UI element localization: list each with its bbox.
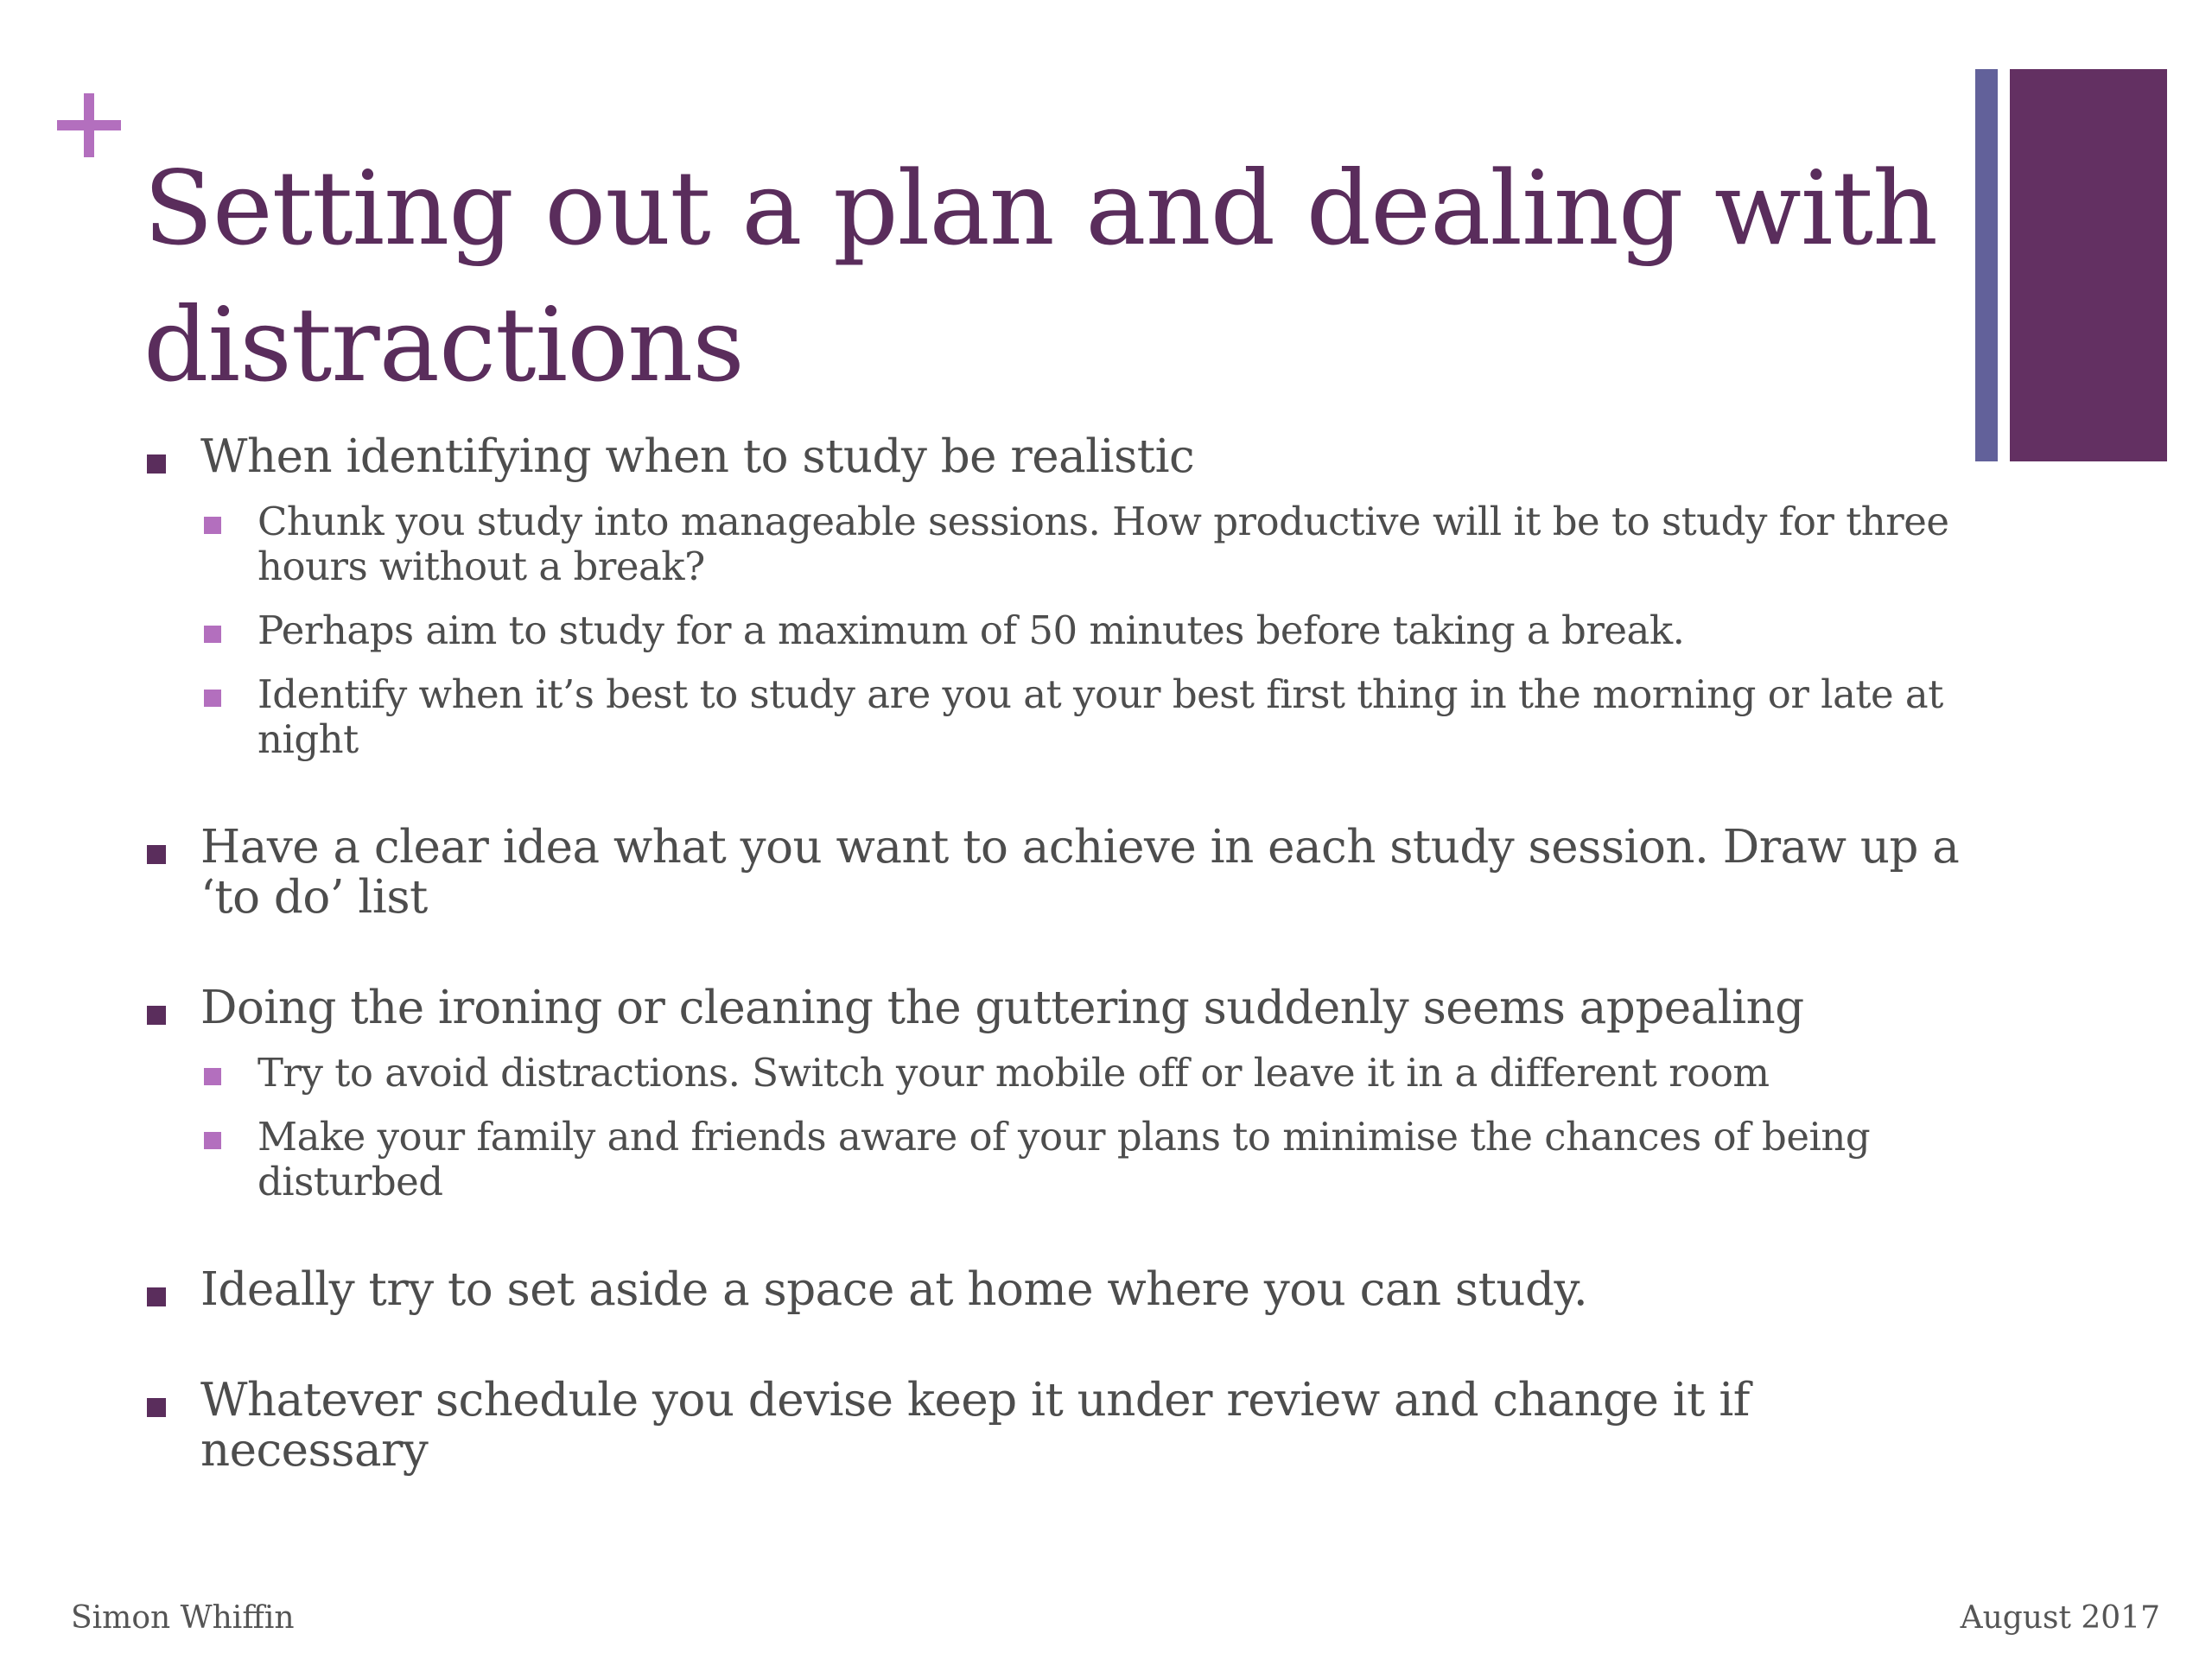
sub-bullet-item [143, 499, 1967, 589]
sub-bullet-item [143, 608, 1967, 653]
square-bullet-icon [147, 1398, 166, 1417]
footer-date: August 2017 [1960, 1600, 2160, 1636]
square-bullet-icon [147, 845, 166, 864]
bullet-text: Ideally try to set aside a space at home where you can study. [200, 1263, 1588, 1316]
bullet-text: When identifying when to study be realistic [200, 430, 1195, 483]
footer-author: Simon Whiffin [71, 1600, 295, 1636]
square-sub-bullet-icon [204, 690, 221, 707]
sub-bullet-item [143, 1051, 1967, 1096]
sub-bullet-item [143, 672, 1967, 762]
bullet-item [143, 983, 1967, 1033]
bullet-text: Have a clear idea what you want to achieve in each study session. Draw up a ‘to do’ list [200, 821, 1960, 924]
square-bullet-icon [147, 1006, 166, 1025]
plus-icon [57, 93, 121, 157]
bullet-item [143, 432, 1967, 482]
square-bullet-icon [147, 1287, 166, 1306]
bullet-list [143, 432, 1967, 1476]
square-bullet-icon [147, 454, 166, 474]
bullet-item [143, 1265, 1967, 1315]
sub-bullet-item [143, 1115, 1967, 1205]
sub-bullet-text: Perhaps aim to study for a maximum of 50 minutes before taking a break. [257, 607, 1685, 653]
square-sub-bullet-icon [204, 626, 221, 643]
square-sub-bullet-icon [204, 1068, 221, 1085]
bullet-text: Doing the ironing or cleaning the guttering suddenly seems appealing [200, 982, 1804, 1034]
bullet-text: Whatever schedule you devise keep it under review and change it if necessary [200, 1374, 1750, 1477]
square-sub-bullet-icon [204, 1132, 221, 1149]
sub-bullet-text: Make your family and friends aware of your plans to minimise the chances of being disturbed [257, 1114, 1871, 1205]
slide-title: Setting out a plan and dealing with distractions [143, 149, 1938, 404]
sub-bullet-text: Identify when it’s best to study are you at your best first thing in the morning or late at night [257, 671, 1943, 762]
bullet-item [143, 823, 1967, 923]
bullet-item [143, 1376, 1967, 1476]
accent-bar-thin [1975, 69, 1998, 461]
accent-bar-thick [2010, 69, 2167, 461]
square-sub-bullet-icon [204, 517, 221, 534]
sub-bullet-text: Try to avoid distractions. Switch your mobile off or leave it in a different room [257, 1050, 1770, 1096]
sub-bullet-text: Chunk you study into manageable sessions. How productive will it be to study for three hours without a break? [257, 499, 1949, 589]
